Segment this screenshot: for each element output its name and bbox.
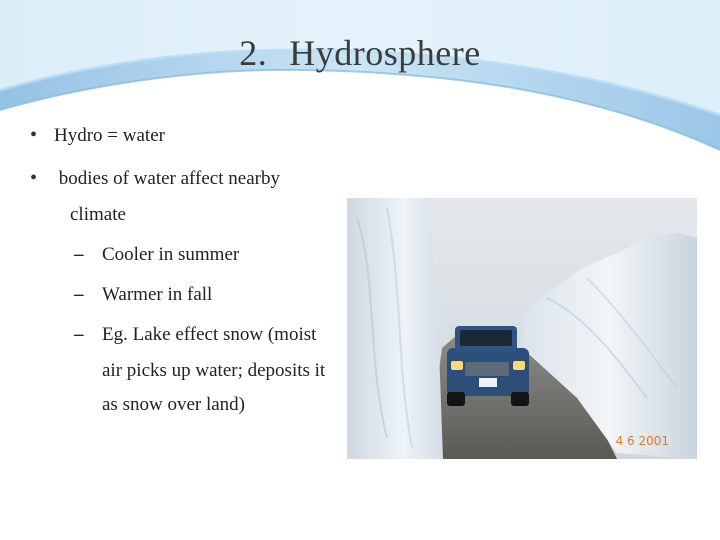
title-number: 2. bbox=[239, 33, 268, 73]
bullet-item bbox=[30, 167, 280, 190]
bullet-text-continuation: climate bbox=[70, 204, 126, 225]
photo-date-stamp: 4 6 2001 bbox=[615, 434, 669, 448]
sub-bullet-text: Eg. Lake effect snow (moist bbox=[102, 324, 317, 345]
snow-road-truck-photo bbox=[347, 198, 697, 459]
sub-bullet-item bbox=[74, 284, 212, 306]
sub-bullet-text: Cooler in summer bbox=[102, 244, 240, 265]
bullet-text: bodies of water affect nearby bbox=[58, 168, 280, 189]
title-text: Hydrosphere bbox=[289, 33, 481, 73]
slide-title bbox=[0, 32, 720, 74]
truck-illustration bbox=[447, 326, 529, 406]
bullet-dot-icon: • bbox=[30, 124, 38, 146]
sub-bullet-item bbox=[74, 324, 316, 346]
sub-bullet-text: Warmer in fall bbox=[102, 284, 213, 305]
sub-bullet-item bbox=[74, 244, 239, 266]
dash-icon: – bbox=[74, 284, 84, 305]
sub-bullet-continuation: air picks up water; deposits it bbox=[102, 360, 326, 381]
dash-icon: – bbox=[74, 324, 84, 345]
bullet-item bbox=[30, 124, 165, 147]
dash-icon: – bbox=[74, 244, 84, 265]
bullet-dot-icon: • bbox=[30, 167, 38, 189]
sub-bullet-continuation: as snow over land) bbox=[102, 394, 245, 415]
bullet-text: Hydro = water bbox=[54, 125, 165, 146]
